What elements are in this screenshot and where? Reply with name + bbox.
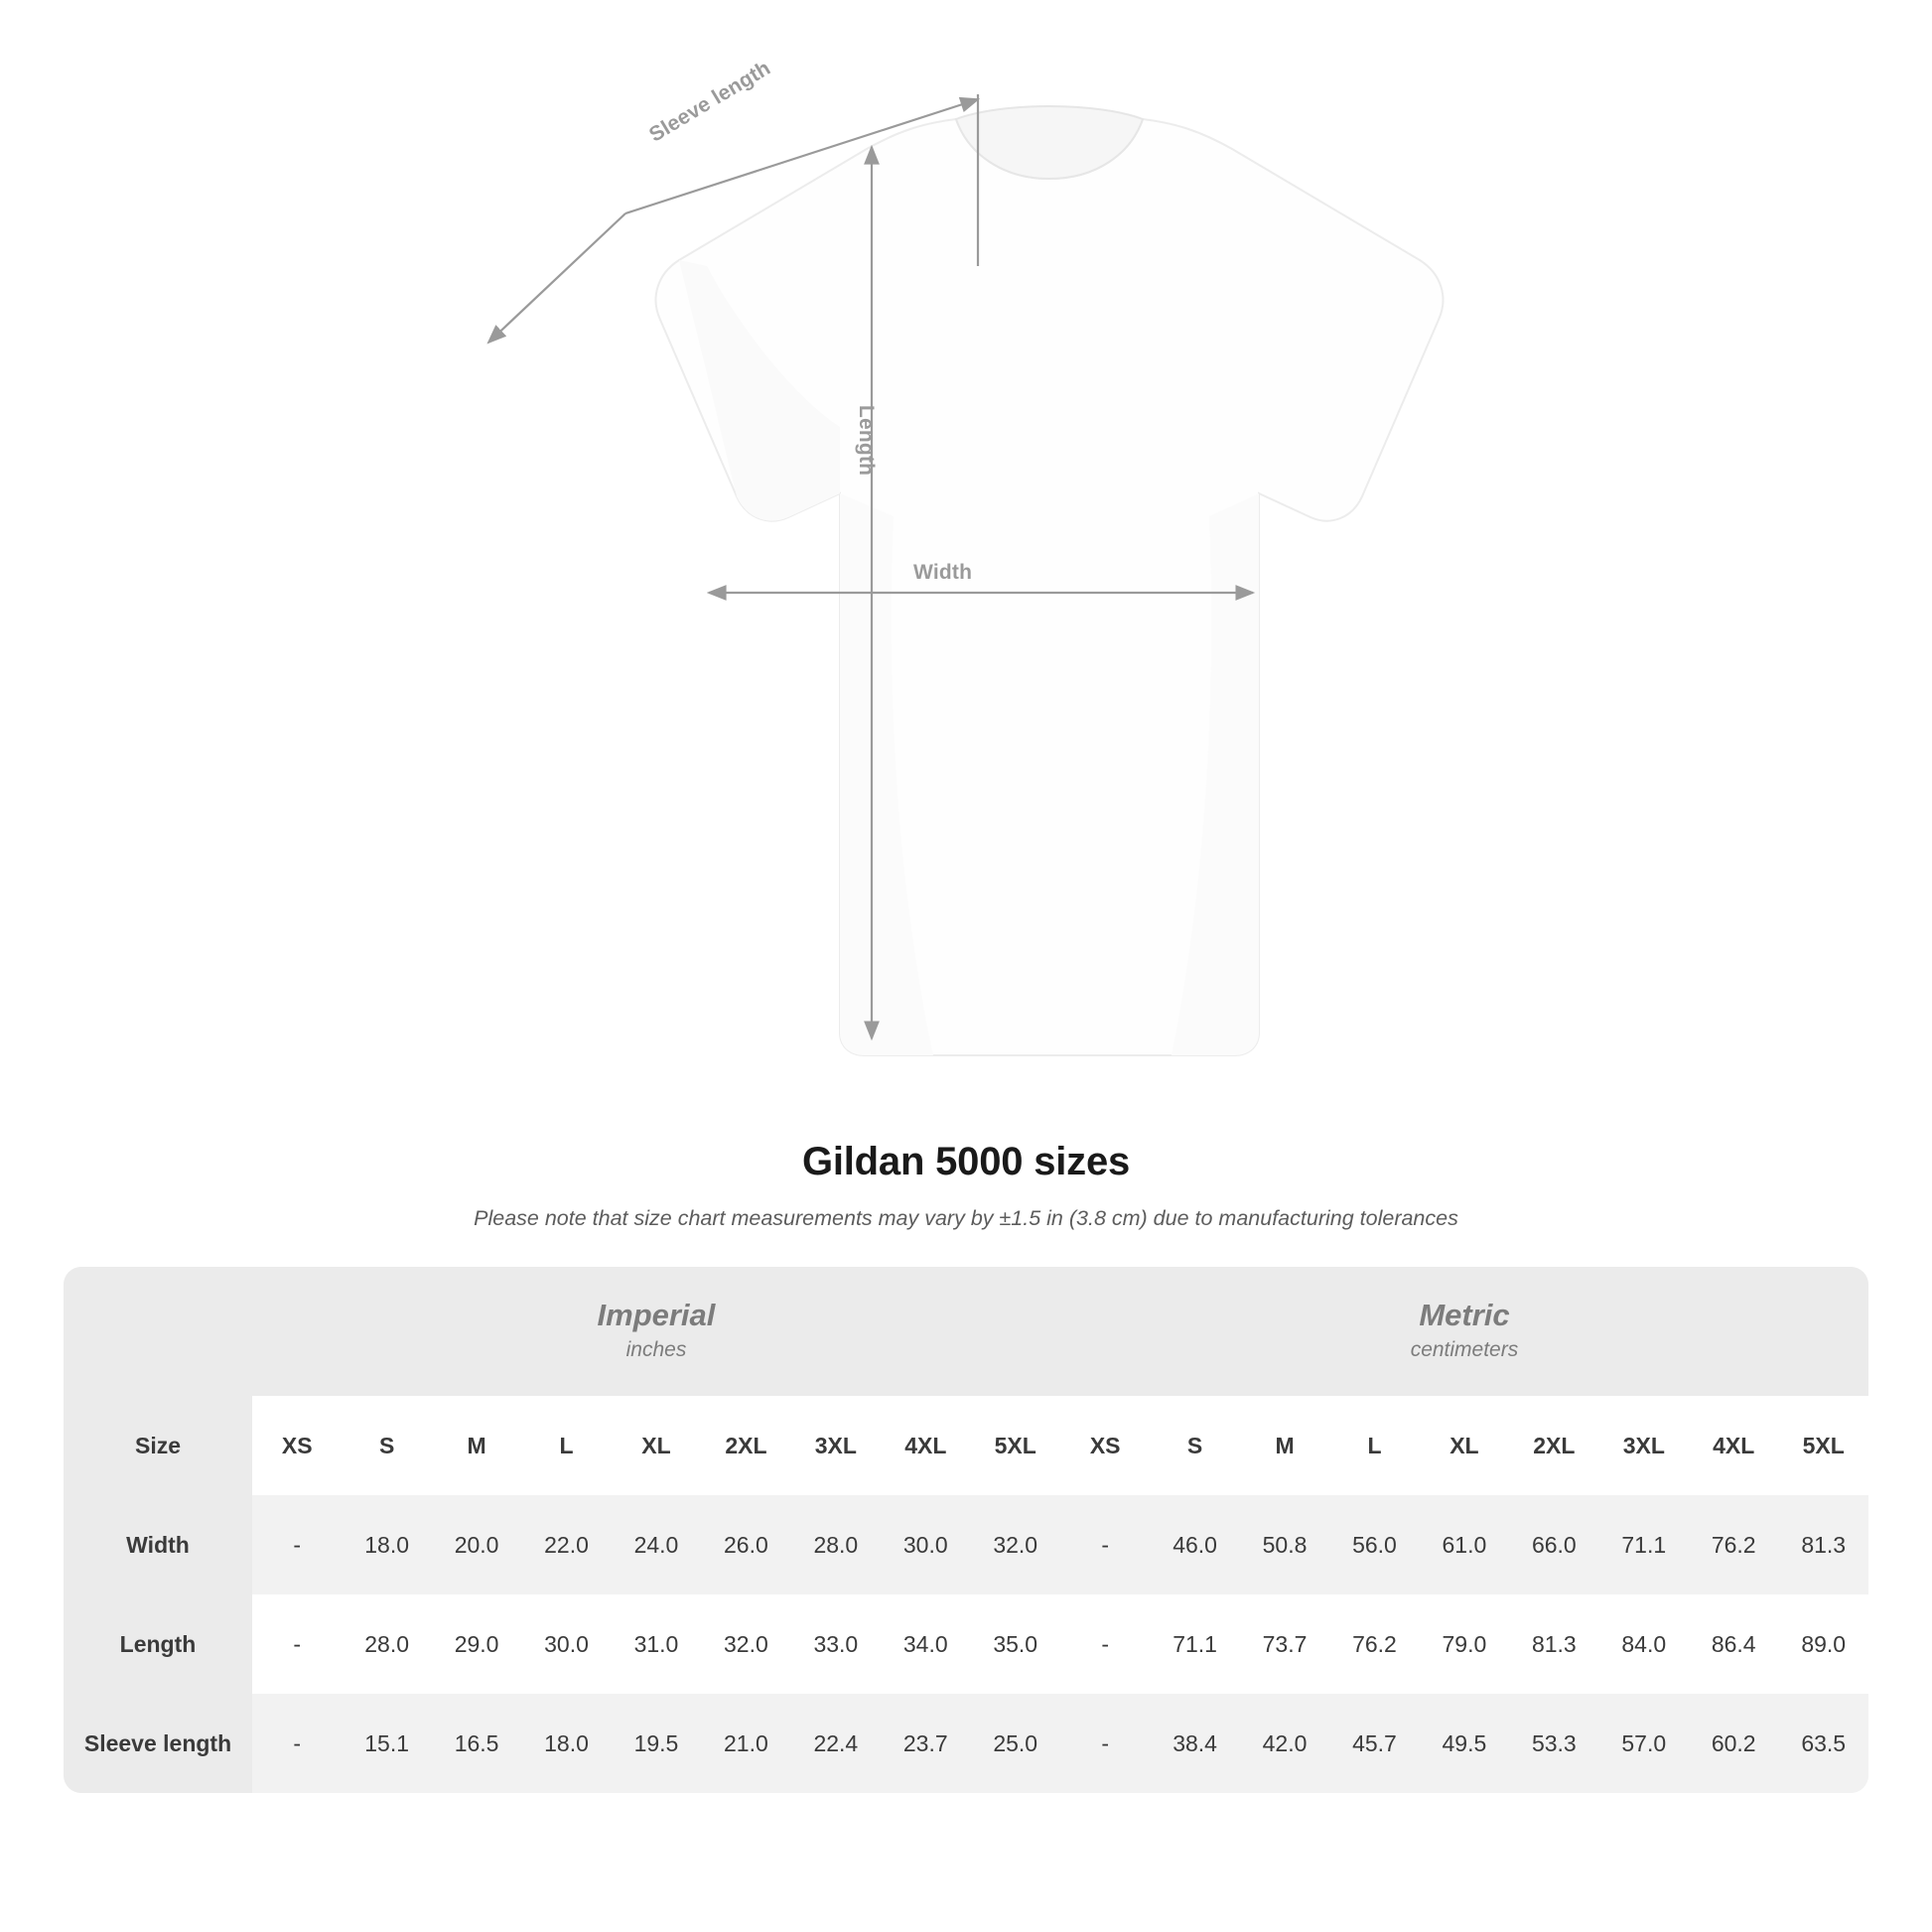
cell-length-imperial-3xl: 33.0 [791, 1594, 881, 1694]
cell-sleeve-length-metric-m: 42.0 [1240, 1694, 1329, 1793]
cell-width-imperial-xs: - [252, 1495, 342, 1594]
column-header-imperial-xs: XS [252, 1396, 342, 1495]
row-header-length: Length [64, 1594, 252, 1694]
cell-length-imperial-5xl: 35.0 [971, 1594, 1060, 1694]
page-title: Gildan 5000 sizes [801, 1140, 1131, 1183]
cell-width-metric-l: 56.0 [1329, 1495, 1419, 1594]
cell-sleeve-length-metric-xl: 49.5 [1420, 1694, 1509, 1793]
cell-width-imperial-xl: 24.0 [612, 1495, 701, 1594]
column-header-imperial-5xl: 5XL [971, 1396, 1060, 1495]
table-row [64, 1694, 1868, 1793]
cell-sleeve-length-metric-xs: - [1060, 1694, 1150, 1793]
cell-length-imperial-s: 28.0 [342, 1594, 431, 1694]
tolerance-note: Please note that size chart measurements may vary by ±1.5 in (3.8 cm) due to manufacturing tolerances [474, 1206, 1458, 1230]
column-header-imperial-s: S [342, 1396, 431, 1495]
cell-length-imperial-m: 29.0 [432, 1594, 521, 1694]
tshirt-shape [656, 106, 1444, 1055]
cell-width-imperial-l: 22.0 [521, 1495, 611, 1594]
cell-sleeve-length-imperial-4xl: 23.7 [881, 1694, 970, 1793]
cell-sleeve-length-metric-s: 38.4 [1150, 1694, 1239, 1793]
column-header-metric-2xl: 2XL [1509, 1396, 1598, 1495]
table-row [64, 1495, 1868, 1594]
cell-length-metric-xl: 79.0 [1420, 1594, 1509, 1694]
size-table [64, 1267, 1868, 1793]
cell-sleeve-length-imperial-xl: 19.5 [612, 1694, 701, 1793]
cell-sleeve-length-metric-3xl: 57.0 [1599, 1694, 1689, 1793]
column-header-metric-xs: XS [1060, 1396, 1150, 1495]
cell-sleeve-length-metric-4xl: 60.2 [1689, 1694, 1778, 1793]
cell-width-imperial-s: 18.0 [342, 1495, 431, 1594]
cell-sleeve-length-imperial-xs: - [252, 1694, 342, 1793]
length-label: Length [855, 405, 878, 477]
cell-length-imperial-l: 30.0 [521, 1594, 611, 1694]
column-header-metric-l: L [1329, 1396, 1419, 1495]
cell-length-metric-5xl: 89.0 [1778, 1594, 1868, 1694]
cell-length-metric-m: 73.7 [1240, 1594, 1329, 1694]
cell-sleeve-length-metric-l: 45.7 [1329, 1694, 1419, 1793]
column-header-metric-m: M [1240, 1396, 1329, 1495]
cell-width-imperial-2xl: 26.0 [701, 1495, 790, 1594]
size-header-row [64, 1396, 1868, 1495]
cell-length-imperial-4xl: 34.0 [881, 1594, 970, 1694]
unit-group-imperial-name: Imperial [597, 1297, 716, 1332]
cell-sleeve-length-imperial-s: 15.1 [342, 1694, 431, 1793]
cell-sleeve-length-metric-5xl: 63.5 [1778, 1694, 1868, 1793]
size-table-body [64, 1495, 1868, 1793]
width-label: Width [913, 561, 973, 584]
unit-group-metric [1060, 1267, 1868, 1396]
column-header-imperial-4xl: 4XL [881, 1396, 970, 1495]
cell-width-metric-5xl: 81.3 [1778, 1495, 1868, 1594]
cell-length-metric-s: 71.1 [1150, 1594, 1239, 1694]
cell-width-imperial-4xl: 30.0 [881, 1495, 970, 1594]
column-header-metric-xl: XL [1420, 1396, 1509, 1495]
cell-length-metric-3xl: 84.0 [1599, 1594, 1689, 1694]
unit-group-metric-sub: centimeters [1410, 1337, 1519, 1361]
table-row [64, 1594, 1868, 1694]
sleeve-length-label: Sleeve length [645, 56, 775, 147]
cell-length-metric-2xl: 81.3 [1509, 1594, 1598, 1694]
chart-heading [0, 1140, 1932, 1231]
cell-sleeve-length-metric-2xl: 53.3 [1509, 1694, 1598, 1793]
table-corner-size-label: Size [64, 1396, 252, 1495]
column-header-imperial-3xl: 3XL [791, 1396, 881, 1495]
column-header-metric-4xl: 4XL [1689, 1396, 1778, 1495]
cell-sleeve-length-imperial-2xl: 21.0 [701, 1694, 790, 1793]
unit-group-imperial-sub: inches [625, 1337, 687, 1361]
column-header-metric-3xl: 3XL [1599, 1396, 1689, 1495]
cell-length-imperial-xl: 31.0 [612, 1594, 701, 1694]
size-table-wrapper [64, 1267, 1868, 1793]
cell-sleeve-length-imperial-m: 16.5 [432, 1694, 521, 1793]
column-header-metric-s: S [1150, 1396, 1239, 1495]
unit-group-imperial [252, 1267, 1060, 1396]
cell-width-metric-4xl: 76.2 [1689, 1495, 1778, 1594]
cell-length-metric-xs: - [1060, 1594, 1150, 1694]
cell-width-metric-xs: - [1060, 1495, 1150, 1594]
cell-width-imperial-5xl: 32.0 [971, 1495, 1060, 1594]
cell-width-metric-2xl: 66.0 [1509, 1495, 1598, 1594]
column-header-imperial-m: M [432, 1396, 521, 1495]
column-header-imperial-l: L [521, 1396, 611, 1495]
cell-length-metric-l: 76.2 [1329, 1594, 1419, 1694]
column-header-metric-5xl: 5XL [1778, 1396, 1868, 1495]
column-header-imperial-xl: XL [612, 1396, 701, 1495]
row-header-sleeve-length: Sleeve length [64, 1694, 252, 1793]
cell-sleeve-length-imperial-3xl: 22.4 [791, 1694, 881, 1793]
row-header-width: Width [64, 1495, 252, 1594]
cell-sleeve-length-imperial-l: 18.0 [521, 1694, 611, 1793]
cell-length-imperial-2xl: 32.0 [701, 1594, 790, 1694]
cell-width-metric-3xl: 71.1 [1599, 1495, 1689, 1594]
cell-sleeve-length-imperial-5xl: 25.0 [971, 1694, 1060, 1793]
unit-row-spacer [64, 1267, 252, 1396]
cell-width-metric-xl: 61.0 [1420, 1495, 1509, 1594]
cell-length-metric-4xl: 86.4 [1689, 1594, 1778, 1694]
cell-width-imperial-3xl: 28.0 [791, 1495, 881, 1594]
cell-width-metric-m: 50.8 [1240, 1495, 1329, 1594]
column-header-imperial-2xl: 2XL [701, 1396, 790, 1495]
unit-group-metric-name: Metric [1419, 1297, 1510, 1332]
cell-width-imperial-m: 20.0 [432, 1495, 521, 1594]
cell-width-metric-s: 46.0 [1150, 1495, 1239, 1594]
cell-length-imperial-xs: - [252, 1594, 342, 1694]
unit-header-row [64, 1267, 1868, 1396]
